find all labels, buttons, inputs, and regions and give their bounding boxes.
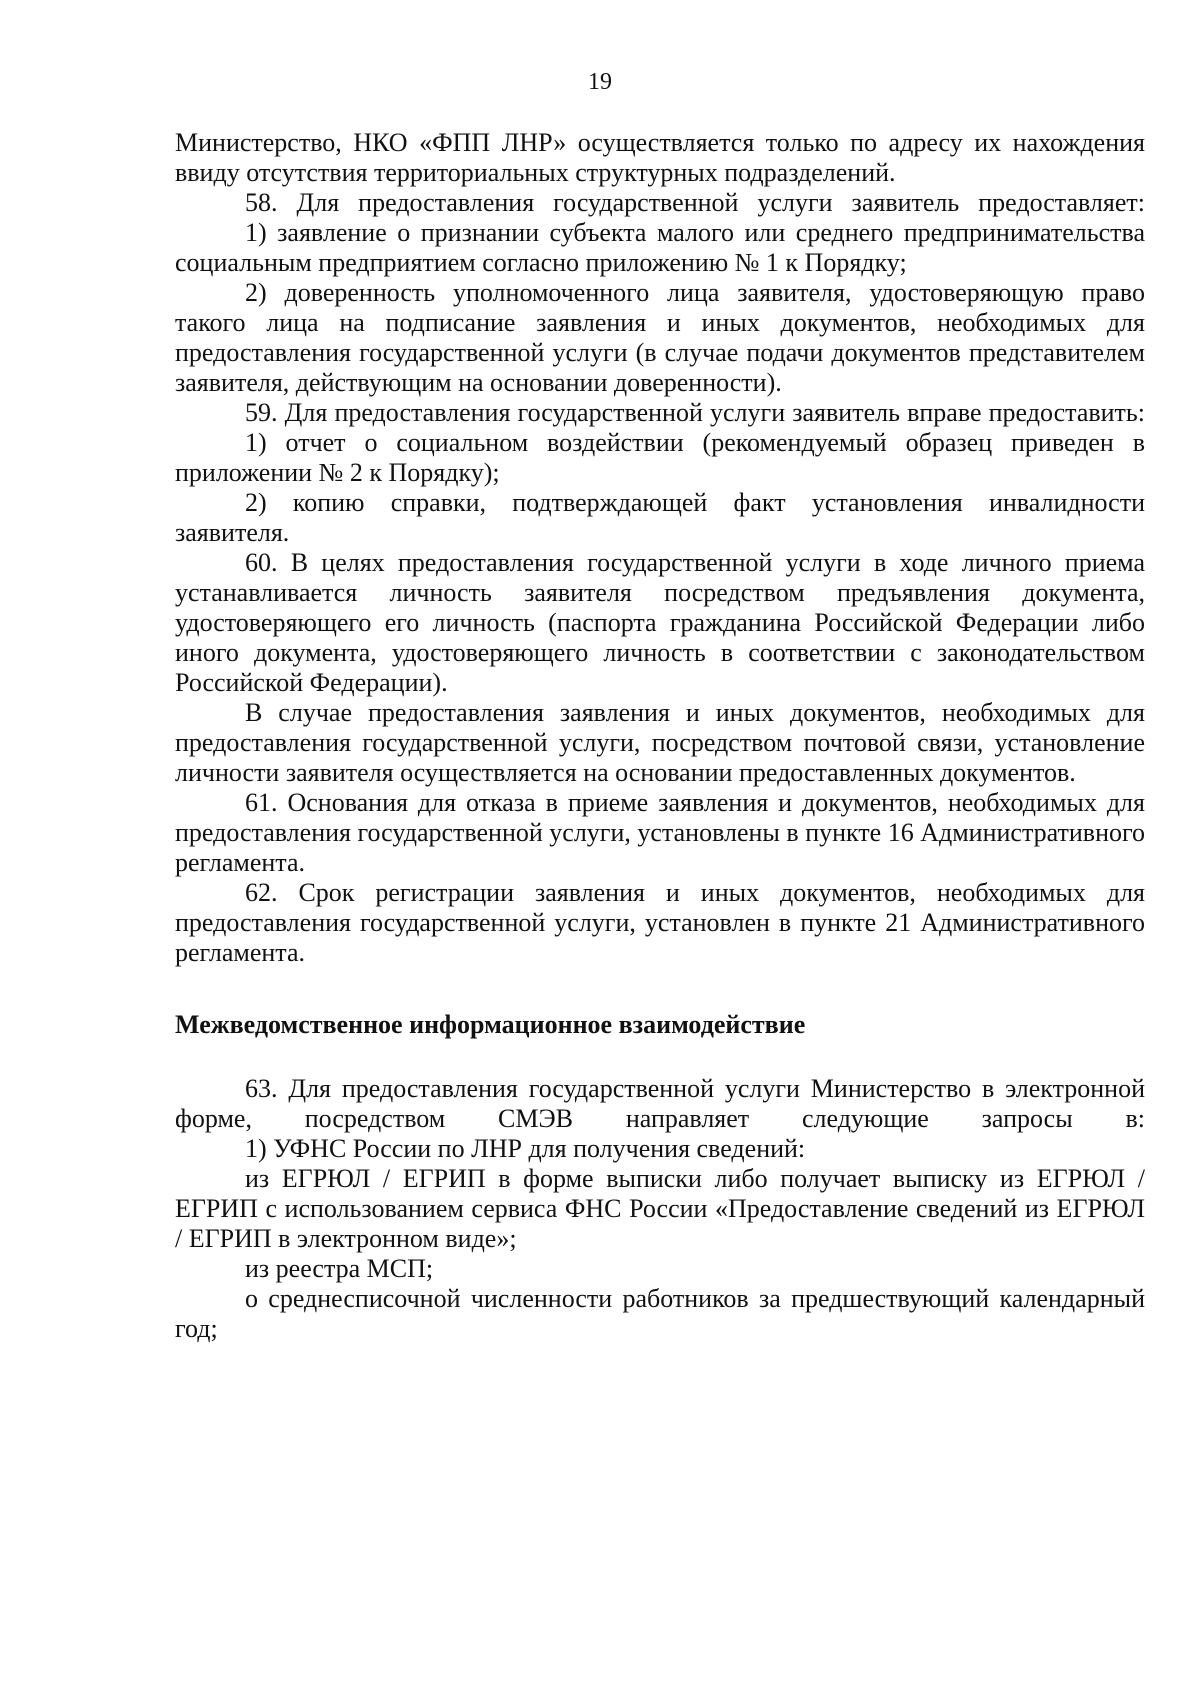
paragraph-59-item-1: 1) отчет о социальном воздействии (рекомендуемый образец приведен в приложении № 2 к Порядку); xyxy=(175,428,1145,487)
section-heading: Межведомственное информационное взаимодействие xyxy=(175,1010,806,1039)
paragraph-58: 58. Для предоставления государственной услуги заявитель предоставляет: xyxy=(245,188,1145,217)
paragraph-63-employees: о среднесписочной численности работников за предшествующий календарный год; xyxy=(175,1284,1145,1343)
paragraph-continuation: Министерство, НКО «ФПП ЛНР» осуществляется только по адресу их нахождения ввиду отсутствия территориальных структурных подразделений. xyxy=(175,128,1145,187)
page-number: 19 xyxy=(588,69,612,95)
paragraph-62: 62. Срок регистрации заявления и иных документов, необходимых для предоставления государственной услуги, установлен в пункте 21 Административного регламента. xyxy=(175,878,1145,967)
paragraph-60: 60. В целях предоставления государственной услуги в ходе личного приема устанавливается личность заявителя посредством предъявления документа, удостоверяющего его личность (паспорта гражданина Российской Федерации либо иного документа, удостоверяющего личность в соответствии с законодательством Российской Федерации). xyxy=(175,548,1145,697)
paragraph-58-item-2: 2) доверенность уполномоченного лица заявителя, удостоверяющую право такого лица на подписание заявления и иных документов, необходимых для предоставления государственной услуги (в случае подачи документов представителем заявителя, действующим на основании доверенности). xyxy=(175,278,1145,397)
paragraph-61: 61. Основания для отказа в приеме заявления и документов, необходимых для предоставления государственной услуги, установлены в пункте 16 Административного регламента. xyxy=(175,788,1145,877)
paragraph-60-note: В случае предоставления заявления и иных документов, необходимых для предоставления государственной услуги, посредством почтовой связи, установление личности заявителя осуществляется на основании предоставленных документов. xyxy=(175,698,1145,787)
paragraph-63-msp: из реестра МСП; xyxy=(245,1254,434,1283)
paragraph-63: 63. Для предоставления государственной услуги Министерство в электронной форме, посредством СМЭВ направляет следующие запросы в: xyxy=(175,1074,1145,1133)
document-body xyxy=(175,128,1145,1344)
spacer xyxy=(175,1040,1145,1074)
paragraph-59-item-2: 2) копию справки, подтверждающей факт установления инвалидности заявителя. xyxy=(175,488,1145,547)
paragraph-63-item-1: 1) УФНС России по ЛНР для получения сведений: xyxy=(245,1134,806,1163)
paragraph-58-item-1: 1) заявление о признании субъекта малого или среднего предпринимательства социальным предприятием согласно приложению № 1 к Порядку; xyxy=(175,218,1145,277)
spacer xyxy=(175,968,1145,1010)
paragraph-59: 59. Для предоставления государственной услуги заявитель вправе предоставить: xyxy=(245,398,1145,427)
paragraph-63-egrul: из ЕГРЮЛ / ЕГРИП в форме выписки либо получает выписку из ЕГРЮЛ / ЕГРИП с использованием сервиса ФНС России «Предоставление сведений из ЕГРЮЛ / ЕГРИП в электронном виде»; xyxy=(175,1164,1145,1253)
